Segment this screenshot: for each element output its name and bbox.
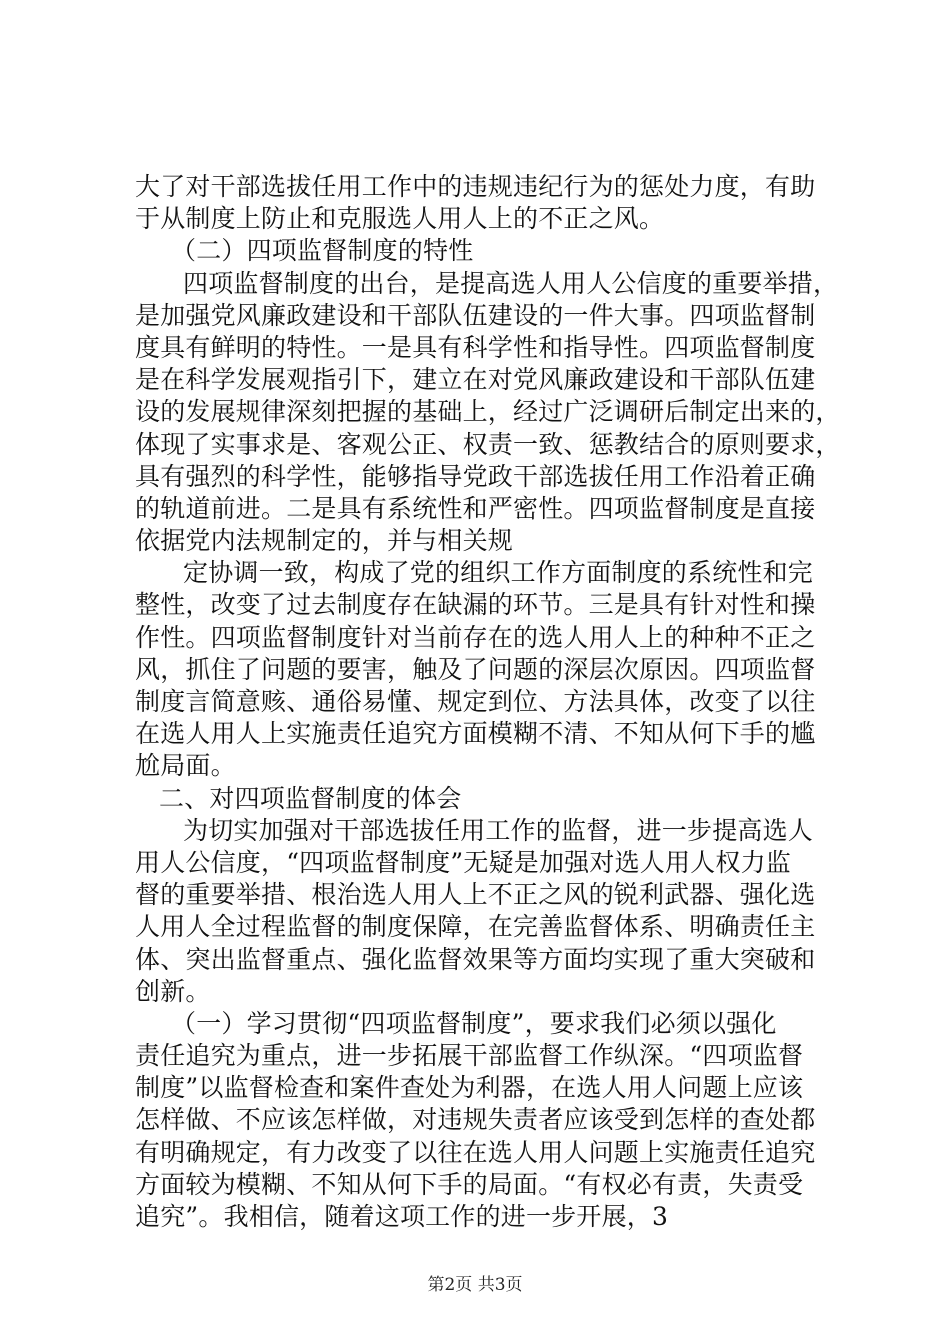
text-line: 是在科学发展观指引下，建立在对党风廉政建设和干部队伍建 bbox=[135, 365, 816, 395]
text-line: 制度”以监督检查和案件查处为利器，在选人用人问题上应该 bbox=[135, 1073, 804, 1103]
text-line: （一）学习贯彻“四项监督制度”，要求我们必须以强化 bbox=[171, 1008, 777, 1038]
text-line: 方面较为模糊、不知从何下手的局面。“有权必有责，失责受 bbox=[135, 1169, 804, 1199]
text-line: 设的发展规律深刻把握的基础上，经过广泛调研后制定出来的， bbox=[135, 397, 841, 427]
text-line: 人用人全过程监督的制度保障，在完善监督体系、明确责任主 bbox=[135, 912, 816, 942]
section-heading: 二、对四项监督制度的体会 bbox=[159, 783, 462, 813]
text-line: 的轨道前进。二是具有系统性和严密性。四项监督制度是直接 bbox=[135, 493, 816, 523]
text-line: 用人公信度，“四项监督制度”无疑是加强对选人用人权力监 bbox=[135, 847, 791, 877]
page-footer bbox=[0, 1270, 950, 1295]
text-line: 四项监督制度的出台，是提高选人用人公信度的重要举措， bbox=[183, 268, 839, 298]
text-line: 制度言简意赅、通俗易懂、规定到位、方法具体，改变了以往 bbox=[135, 687, 816, 716]
text-line: 有明确规定，有力改变了以往在选人用人问题上实施责任追究 bbox=[135, 1137, 816, 1167]
text-line: 追究”。我相信，随着这项工作的进一步开展，3 bbox=[135, 1202, 669, 1231]
text-line: 创新。 bbox=[135, 976, 211, 1006]
text-line: 整性，改变了过去制度存在缺漏的环节。三是具有针对性和操 bbox=[135, 590, 816, 620]
text-line: 尬局面。 bbox=[135, 751, 236, 781]
document-body bbox=[135, 171, 841, 1233]
text-line: 是加强党风廉政建设和干部队伍建设的一件大事。四项监督制 bbox=[135, 300, 816, 330]
text-line: 度具有鲜明的特性。一是具有科学性和指导性。四项监督制度 bbox=[135, 332, 816, 362]
text-line: 责任追究为重点，进一步拓展干部监督工作纵深。“四项监督 bbox=[135, 1041, 804, 1071]
text-line: 体、突出监督重点、强化监督效果等方面均实现了重大突破和 bbox=[135, 944, 816, 974]
section-heading: （二）四项监督制度的特性 bbox=[171, 236, 474, 266]
text-line: 为切实加强对干部选拔任用工作的监督，进一步提高选人 bbox=[183, 815, 814, 845]
text-line: 怎样做、不应该怎样做，对违规失责者应该受到怎样的查处都 bbox=[135, 1105, 816, 1135]
text-line: 督的重要举措、根治选人用人上不正之风的锐利武器、强化选 bbox=[135, 880, 816, 910]
text-line: 风，抓住了问题的要害，触及了问题的深层次原因。四项监督 bbox=[135, 654, 816, 684]
text-line: 定协调一致，构成了党的组织工作方面制度的系统性和完 bbox=[183, 558, 814, 588]
text-line: 体现了实事求是、客观公正、权责一致、惩教结合的原则要求， bbox=[135, 429, 841, 459]
text-line: 作性。四项监督制度针对当前存在的选人用人上的种种不正之 bbox=[135, 622, 816, 652]
page-number: 第2页 共3页 bbox=[427, 1275, 523, 1295]
text-line: 具有强烈的科学性，能够指导党政干部选拔任用工作沿着正确 bbox=[135, 461, 816, 491]
text-line: 于从制度上防止和克服选人用人上的不正之风。 bbox=[135, 204, 665, 234]
text-line: 大了对干部选拔任用工作中的违规违纪行为的惩处力度，有助 bbox=[135, 172, 816, 201]
text-line: 在选人用人上实施责任追究方面模糊不清、不知从何下手的尴 bbox=[135, 719, 816, 749]
text-line: 依据党内法规制定的，并与相关规 bbox=[135, 526, 514, 556]
